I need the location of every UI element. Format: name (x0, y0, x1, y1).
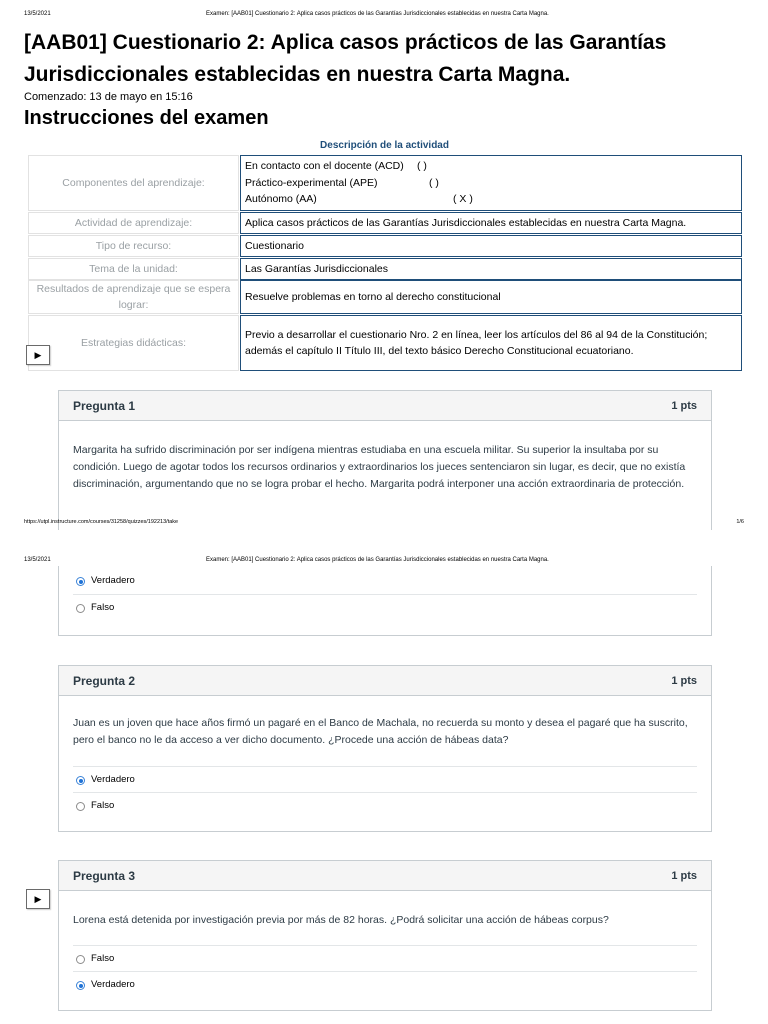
table-row (28, 212, 742, 234)
row-value: Aplica casos prácticos de las Garantías Jurisdiccionales establecidas en nuestra Carta Magna. (240, 212, 742, 234)
print-date: 13/5/2021 (24, 557, 51, 563)
question-header (59, 861, 711, 891)
question-card-continued (58, 566, 712, 636)
question-card (58, 390, 712, 530)
answer-option[interactable] (73, 792, 697, 818)
row-value (240, 155, 742, 211)
row-value: Cuestionario (240, 235, 742, 257)
question-name: Pregunta 3 (73, 869, 136, 883)
question-text: Lorena está detenida por investigación previa por más de 82 horas. ¿Podrá solicitar una acción de hábeas corpus? (73, 914, 609, 926)
row-label: Componentes del aprendizaje: (28, 155, 239, 211)
radio-selected-icon[interactable] (76, 981, 85, 990)
answer-option[interactable] (73, 594, 697, 620)
play-button[interactable]: ▶ (26, 345, 50, 365)
table-row (28, 235, 742, 257)
row-label: Actividad de aprendizaje: (28, 212, 239, 234)
radio-selected-icon[interactable] (76, 776, 85, 785)
answer-option[interactable] (73, 766, 697, 792)
question-points: 1 pts (671, 400, 697, 412)
answer-label: Verdadero (91, 774, 135, 785)
radio-icon[interactable] (76, 604, 85, 613)
question-points: 1 pts (671, 870, 697, 882)
table-row (28, 280, 742, 314)
answer-label: Falso (91, 800, 115, 811)
radio-selected-icon[interactable] (76, 577, 85, 586)
print-title: Examen: [AAB01] Cuestionario 2: Aplica casos prácticos de las Garantías Jurisdiccionales establecidas en nuestra Carta Magna. (206, 557, 549, 563)
question-text: Juan es un joven que hace años firmó un pagaré en el Banco de Machala, no recuerda su monto y desea el pagaré que ha suscrito, pero el banco no le da acceso a ver dicho documento. ¿Procede una acción de hábeas data? (73, 717, 688, 746)
question-card (58, 665, 712, 832)
question-points: 1 pts (671, 675, 697, 687)
question-header (59, 666, 711, 696)
instructions-heading: Instrucciones del examen (24, 107, 269, 129)
table-row (28, 258, 742, 280)
row-label: Tema de la unidad: (28, 258, 239, 280)
answer-option[interactable] (73, 568, 697, 594)
row-value: Las Garantías Jurisdiccionales (240, 258, 742, 280)
answer-label: Falso (91, 953, 115, 964)
radio-icon[interactable] (76, 802, 85, 811)
question-name: Pregunta 2 (73, 674, 136, 688)
answer-option[interactable] (73, 971, 697, 997)
print-title: Examen: [AAB01] Cuestionario 2: Aplica casos prácticos de las Garantías Jurisdiccionales establecidas en nuestra Carta Magna. (206, 11, 549, 17)
question-name: Pregunta 1 (73, 399, 136, 413)
print-date: 13/5/2021 (24, 11, 51, 17)
page-title: [AAB01] Cuestionario 2: Aplica casos prácticos de las Garantías Jurisdiccionales establecidas en nuestra Carta Magna. (24, 31, 667, 86)
question-header (59, 391, 711, 421)
answer-label: Verdadero (91, 575, 135, 586)
started-timestamp: Comenzado: 13 de mayo en 15:16 (24, 91, 193, 103)
component-line: Práctico-experimental (APE) ( ) (245, 176, 439, 189)
print-page-number: 1/6 (736, 519, 744, 525)
question-card (58, 860, 712, 1011)
row-value: Resuelve problemas en torno al derecho constitucional (240, 280, 742, 314)
row-label: Estrategias didácticas: (28, 315, 239, 371)
table-row (28, 315, 742, 371)
table-row (28, 155, 742, 211)
question-text: Margarita ha sufrido discriminación por ser indígena mientras estudiaba en una escuela militar. Su superior la insultaba por su condición. Luego de agotar todos los recursos ordinarios y extraordinarios los jueces sentenciaron sin lugar, es decir, que no existía discriminación, argumentando que no se logra probar el hecho. Margarita podrá interponer una acción extraordinaria de protección. (73, 444, 686, 490)
component-line: En contacto con el docente (ACD) ( ) (245, 160, 427, 173)
answer-label: Verdadero (91, 979, 135, 990)
row-value: Previo a desarrollar el cuestionario Nro. 2 en línea, leer los artículos del 86 al 94 de la Constitución; además el capítulo II Título III, del texto básico Derecho Constitucional ecuatoriano. (240, 315, 742, 371)
play-button[interactable]: ▶ (26, 889, 50, 909)
row-label: Tipo de recurso: (28, 235, 239, 257)
answer-option[interactable] (73, 945, 697, 971)
component-line: Autónomo (AA) ( X ) (245, 193, 473, 206)
row-label: Resultados de aprendizaje que se espera lograr: (28, 280, 239, 314)
print-url: https://utpl.instructure.com/courses/31258/quizzes/192213/take (24, 519, 179, 525)
answer-label: Falso (91, 602, 115, 613)
activity-table-caption: Descripción de la actividad (320, 140, 449, 151)
radio-icon[interactable] (76, 955, 85, 964)
